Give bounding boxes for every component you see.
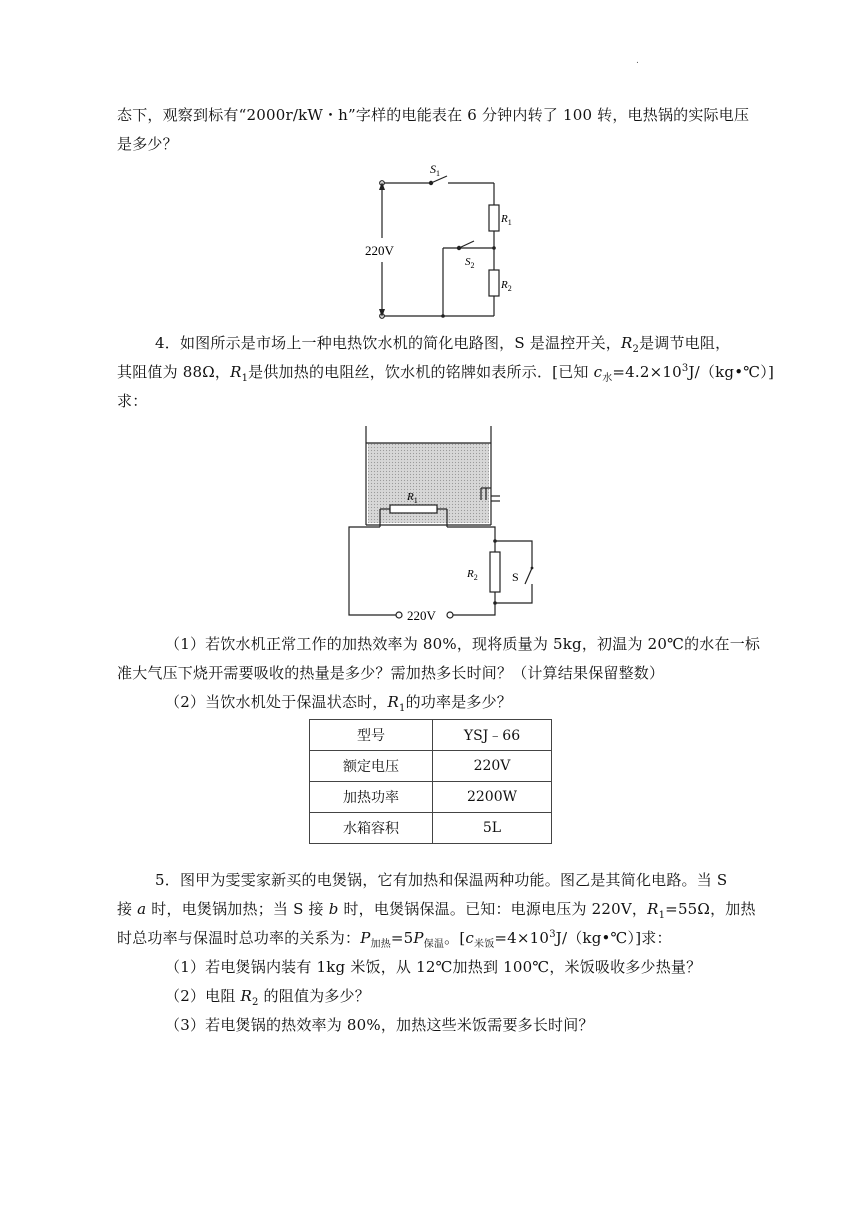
- q5-sub2: （2）电阻 $R_2$ 的阻值为多少？: [165, 987, 370, 1008]
- header-mark: .: [636, 56, 639, 66]
- q3-line1: 态下，观察到标有“2000r/kW・h”字样的电能表在 6 分钟内转了 100 转，电热锅的实际电压: [117, 106, 750, 124]
- q3-line2: 是多少？: [117, 135, 178, 153]
- q5-sub1: （1）若电煲锅内装有 1kg 米饭，从 12℃加热到 100℃，米饭吸收多少热量？: [165, 958, 702, 976]
- spec-value: YSJ﹣66: [433, 720, 552, 751]
- q5-line1: 5．图甲为雯雯家新买的电煲锅，它有加热和保温两种功能。图乙是其简化电路。当 S: [155, 871, 728, 889]
- table-row: [310, 782, 552, 813]
- spec-key: 型号: [310, 720, 433, 751]
- table-row: [310, 720, 552, 751]
- voltage-label-1: 220V: [365, 243, 394, 258]
- circuit-diagram-1: [360, 160, 520, 325]
- spec-value: 220V: [433, 751, 552, 782]
- table-row: [310, 751, 552, 782]
- r2-label: $R_2$: [501, 279, 512, 293]
- spec-key: 水箱容积: [310, 813, 433, 844]
- r2-label-2: $R_2$: [467, 568, 478, 582]
- voltage-label-2: 220V: [407, 608, 436, 623]
- q4-sub1: （1）若饮水机正常工作的加热效率为 80%，现将质量为 5kg，初温为 20℃的水在一标: [165, 635, 761, 653]
- q4-line3: 求：: [117, 392, 148, 410]
- q5-sub3: （3）若电煲锅的热效率为 80%，加热这些米饭需要多长时间？: [165, 1016, 594, 1034]
- q5-line2: 接 a 时，电煲锅加热；当 S 接 b 时，电煲锅保温。已知：电源电压为 220V，$R_1=55\Omega$，加热: [117, 900, 756, 921]
- spec-key: 加热功率: [310, 782, 433, 813]
- spec-value: 2200W: [433, 782, 552, 813]
- switch-s-label: S: [512, 570, 519, 584]
- spec-value: 5L: [433, 813, 552, 844]
- q4-sub1-cont: 准大气压下烧开需要吸收的热量是多少？需加热多长时间？（计算结果保留整数）: [117, 664, 665, 682]
- q4-sub2: （2）当饮水机处于保温状态时，$R_1$的功率是多少？: [165, 693, 513, 714]
- q4-line2: 其阻值为 88Ω，$R_1$是供加热的电阻丝，饮水机的铭牌如表所示．[已知 $c_水=4.2\times 10^3J/(kg•℃)$]: [117, 363, 774, 384]
- s1-label: $S_1$: [430, 162, 440, 178]
- spec-key: 额定电压: [310, 751, 433, 782]
- q5-line3: 时总功率与保温时总功率的关系为：$P_{加热}=5P_{保温}$。$[c_{米饭}=4\times 10^3J/(kg•℃)]$求：: [117, 929, 672, 950]
- circuit-diagram-2: [340, 422, 550, 627]
- heater-r1-label: $R_1$: [407, 491, 418, 505]
- r1-label: $R_1$: [501, 213, 512, 227]
- q4-line1: 4．如图所示是市场上一种电热饮水机的简化电路图，S 是温控开关，$R_2$是调节电阻，: [155, 334, 731, 355]
- spec-table: [309, 719, 552, 844]
- s2-label: $S_2$: [465, 256, 475, 270]
- table-row: [310, 813, 552, 844]
